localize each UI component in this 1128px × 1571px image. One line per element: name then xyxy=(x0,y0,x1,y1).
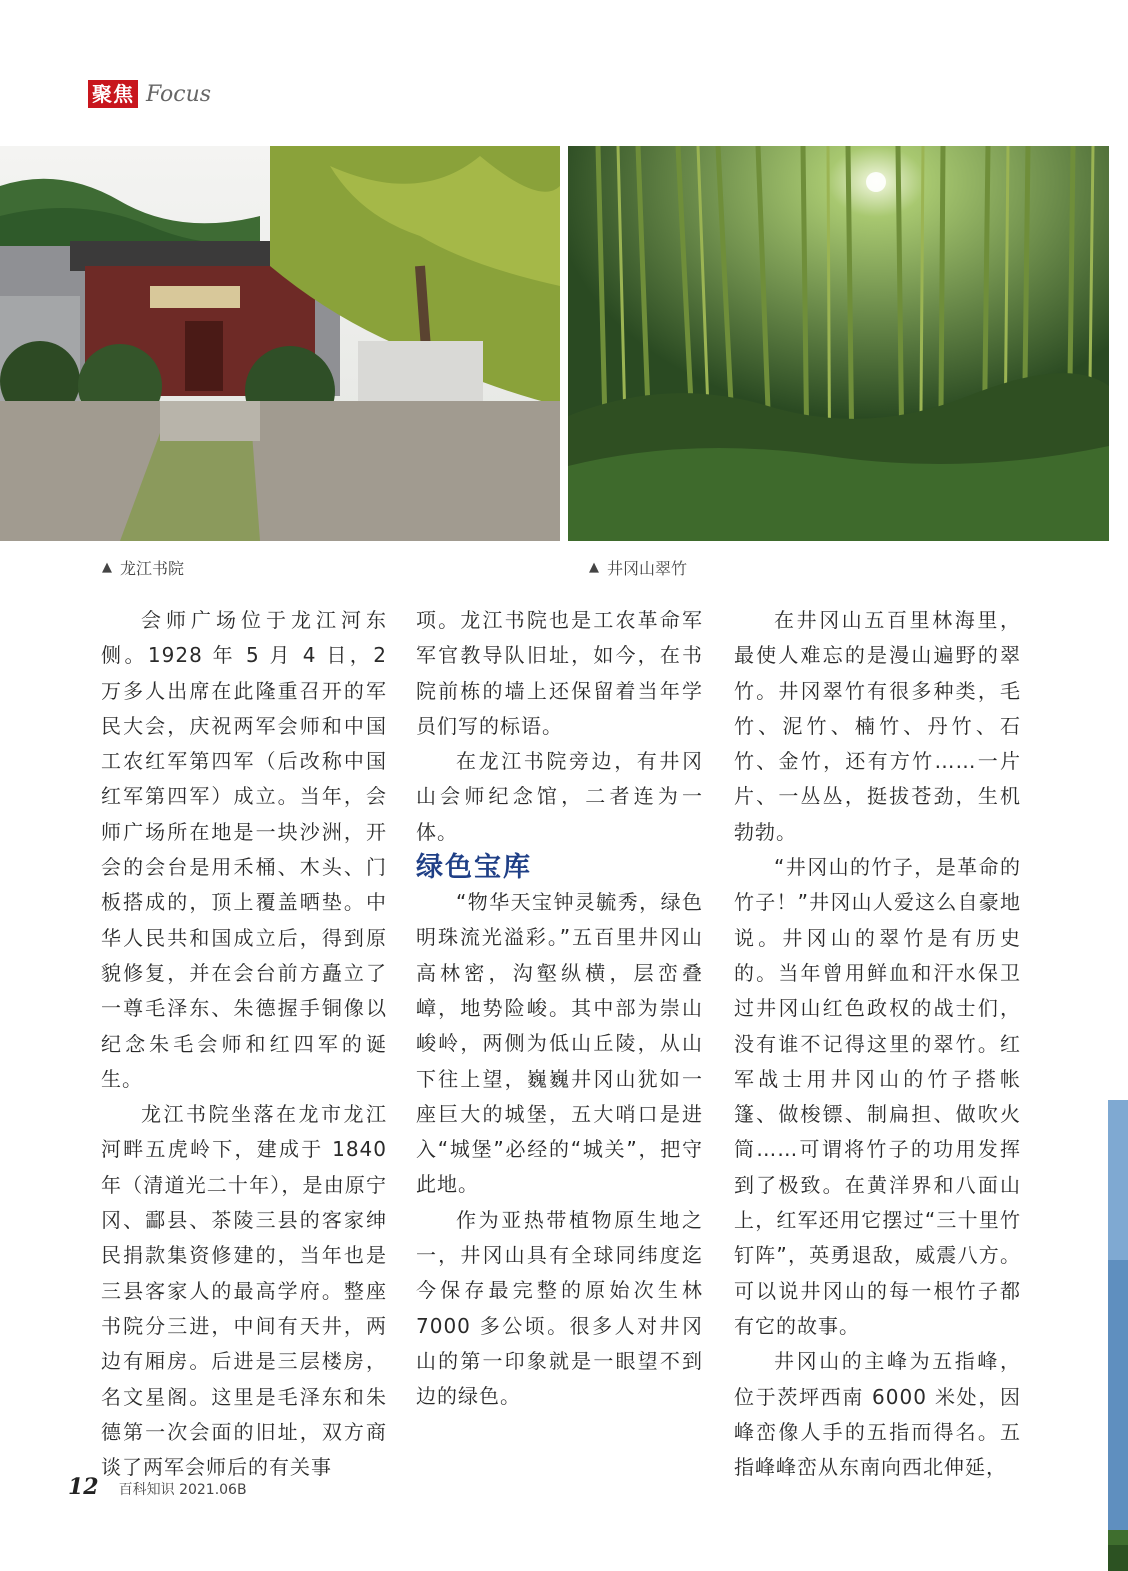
section-tag: 聚焦 xyxy=(88,80,138,108)
page-footer xyxy=(68,1474,247,1500)
magazine-issue: 百科知识 2021.06B xyxy=(118,1482,247,1498)
caption-right-text: 井冈山翠竹 xyxy=(607,559,688,578)
paragraph: 会师广场位于龙江河东侧。1928 年 5 月 4 日，2 万多人出席在此隆重召开的军民大会，庆祝两军会师和中国工农红军第四军（后改称中国红军第四军）成立。当年，会师广场所在地是一块沙洲，开会的会台是用禾桶、木头、门板搭成的，顶上覆盖晒垫。中华人民共和国成立后，得到原貌修复，并在会台前方矗立了一尊毛泽东、朱德握手铜像以纪念朱毛会师和红四军的诞生。 xyxy=(101,608,387,1091)
triangle-icon: ▲ xyxy=(589,560,599,575)
section-tag-english: Focus xyxy=(146,81,212,107)
page-number: 12 xyxy=(68,1474,99,1500)
paragraph: 在龙江书院旁边，有井冈山会师纪念馆，二者连为一体。 xyxy=(416,749,703,844)
paragraph: 井冈山的主峰为五指峰，位于茨坪西南 6000 米处，因峰峦像人手的五指而得名。五指峰峰峦从东南向西北伸延， xyxy=(734,1349,1021,1480)
article-column-1 xyxy=(101,603,387,1485)
paragraph: 作为亚热带植物原生地之一，井冈山具有全球同纬度迄今保存最完整的原始次生林 7000 多公顷。很多人对井冈山的第一印象就是一眼望不到边的绿色。 xyxy=(416,1207,703,1409)
section-header xyxy=(88,80,211,108)
caption-right xyxy=(589,556,687,579)
paragraph: 龙江书院坐落在龙市龙江河畔五虎岭下，建成于 1840 年（清道光二十年），是由原宁冈、酃县、茶陵三县的客家绅民捐款集资修建的，当年也是三县客家人的最高学府。整座书院分三进，中间有天井，两边有厢房。后进是三层楼房，名文星阁。这里是毛泽东和朱德第一次会面的旧址，双方商谈了两军会师后的有关事 xyxy=(101,1102,387,1480)
next-page-image-edge xyxy=(1108,1100,1128,1571)
paragraph: 在井冈山五百里林海里，最使人难忘的是漫山遍野的翠竹。井冈翠竹有很多种类，毛竹、泥竹、楠竹、丹竹、石竹、金竹，还有方竹……一片片、一丛丛，挺拔苍劲，生机勃勃。 xyxy=(734,608,1021,844)
triangle-icon: ▲ xyxy=(102,560,112,575)
caption-left xyxy=(102,556,184,579)
caption-left-text: 龙江书院 xyxy=(120,559,185,578)
paragraph: “井冈山的竹子，是革命的竹子！”井冈山人爱这么自豪地说。井冈山的翠竹是有历史的。当年曾用鲜血和汗水保卫过井冈山红色政权的战士们，没有谁不记得这里的翠竹。红军战士用井冈山的竹子搭帐篷、做梭镖、制扁担、做吹火筒……可谓将竹子的功用发挥到了极致。在黄洋界和八面山上，红军还用它摆过“三十里竹钉阵”，英勇退敌，威震八方。可以说井冈山的每一根竹子都有它的故事。 xyxy=(734,855,1021,1338)
photo-bamboo-forest xyxy=(568,146,1109,541)
paragraph: “物华天宝钟灵毓秀，绿色明珠流光溢彩。”五百里井冈山高林密，沟壑纵横，层峦叠嶂，地势险峻。其中部为崇山峻岭，两侧为低山丘陵，从山下往上望，巍巍井冈山犹如一座巨大的城堡，五大哨口是进入“城堡”必经的“城关”，把守此地。 xyxy=(416,890,703,1197)
paragraph-continued: 项。龙江书院也是工农革命军军官教导队旧址，如今，在书院前栋的墙上还保留着当年学员们写的标语。 xyxy=(416,608,703,738)
article-column-3 xyxy=(734,603,1021,1485)
section-heading: 绿色宝库 xyxy=(416,852,532,884)
photo-longjiang-academy xyxy=(0,146,560,541)
article-column-2 xyxy=(416,603,703,1415)
